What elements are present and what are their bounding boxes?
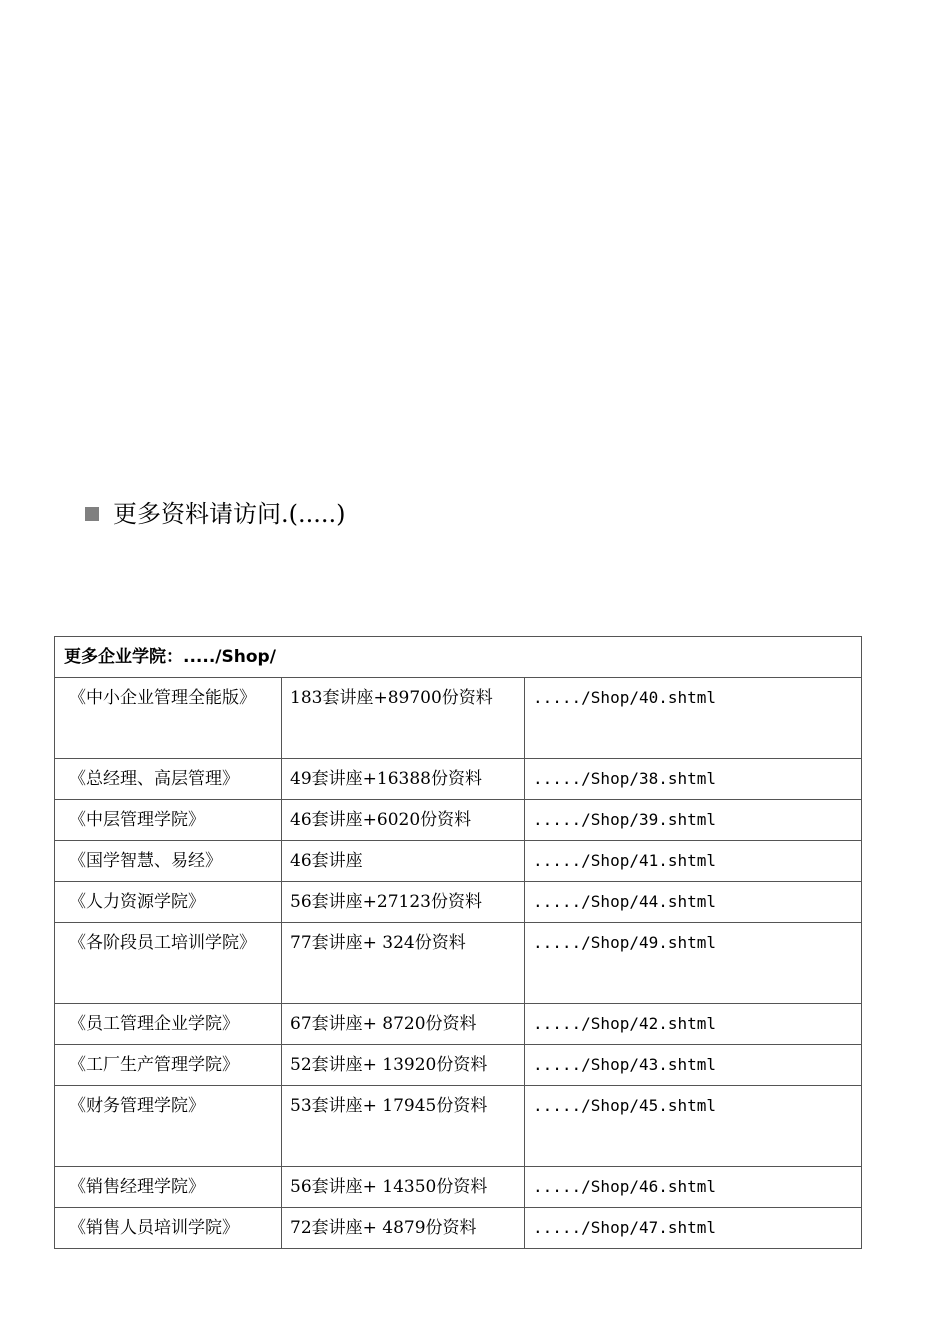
course-name: 《销售人员培训学院》 [55, 1208, 282, 1249]
table-row [55, 923, 862, 1004]
table-row [55, 1167, 862, 1208]
course-name: 《中小企业管理全能版》 [55, 678, 282, 759]
table-row [55, 841, 862, 882]
course-name: 《工厂生产管理学院》 [55, 1045, 282, 1086]
course-link[interactable]: ...../Shop/40.shtml [525, 678, 862, 759]
course-name: 《中层管理学院》 [55, 800, 282, 841]
table-row [55, 1045, 862, 1086]
course-link[interactable]: ...../Shop/47.shtml [525, 1208, 862, 1249]
course-name: 《各阶段员工培训学院》 [55, 923, 282, 1004]
table-row [55, 759, 862, 800]
course-content: 53套讲座+ 17945份资料 [282, 1086, 525, 1167]
table-row [55, 1004, 862, 1045]
course-content: 52套讲座+ 13920份资料 [282, 1045, 525, 1086]
course-name: 《人力资源学院》 [55, 882, 282, 923]
course-link[interactable]: ...../Shop/44.shtml [525, 882, 862, 923]
table-header: 更多企业学院：...../Shop/ [55, 637, 862, 678]
course-name: 《财务管理学院》 [55, 1086, 282, 1167]
course-content: 46套讲座 [282, 841, 525, 882]
course-name: 《员工管理企业学院》 [55, 1004, 282, 1045]
course-link[interactable]: ...../Shop/43.shtml [525, 1045, 862, 1086]
course-link[interactable]: ...../Shop/46.shtml [525, 1167, 862, 1208]
square-bullet-icon [85, 507, 99, 521]
table-header-row [55, 637, 862, 678]
course-link[interactable]: ...../Shop/39.shtml [525, 800, 862, 841]
table-row [55, 800, 862, 841]
course-link[interactable]: ...../Shop/49.shtml [525, 923, 862, 1004]
course-link[interactable]: ...../Shop/45.shtml [525, 1086, 862, 1167]
course-content: 56套讲座+27123份资料 [282, 882, 525, 923]
table-row [55, 1208, 862, 1249]
course-name: 《国学智慧、易经》 [55, 841, 282, 882]
course-link[interactable]: ...../Shop/41.shtml [525, 841, 862, 882]
course-link[interactable]: ...../Shop/42.shtml [525, 1004, 862, 1045]
visit-notice [85, 496, 346, 532]
table-row [55, 678, 862, 759]
course-content: 183套讲座+89700份资料 [282, 678, 525, 759]
table-row [55, 1086, 862, 1167]
course-content: 56套讲座+ 14350份资料 [282, 1167, 525, 1208]
course-content: 72套讲座+ 4879份资料 [282, 1208, 525, 1249]
table-row [55, 882, 862, 923]
course-name: 《销售经理学院》 [55, 1167, 282, 1208]
course-content: 77套讲座+ 324份资料 [282, 923, 525, 1004]
course-content: 46套讲座+6020份资料 [282, 800, 525, 841]
course-link[interactable]: ...../Shop/38.shtml [525, 759, 862, 800]
shop-links-table [54, 636, 862, 1249]
course-content: 49套讲座+16388份资料 [282, 759, 525, 800]
course-content: 67套讲座+ 8720份资料 [282, 1004, 525, 1045]
course-name: 《总经理、高层管理》 [55, 759, 282, 800]
visit-notice-text: 更多资料请访问.(.....) [113, 500, 346, 528]
